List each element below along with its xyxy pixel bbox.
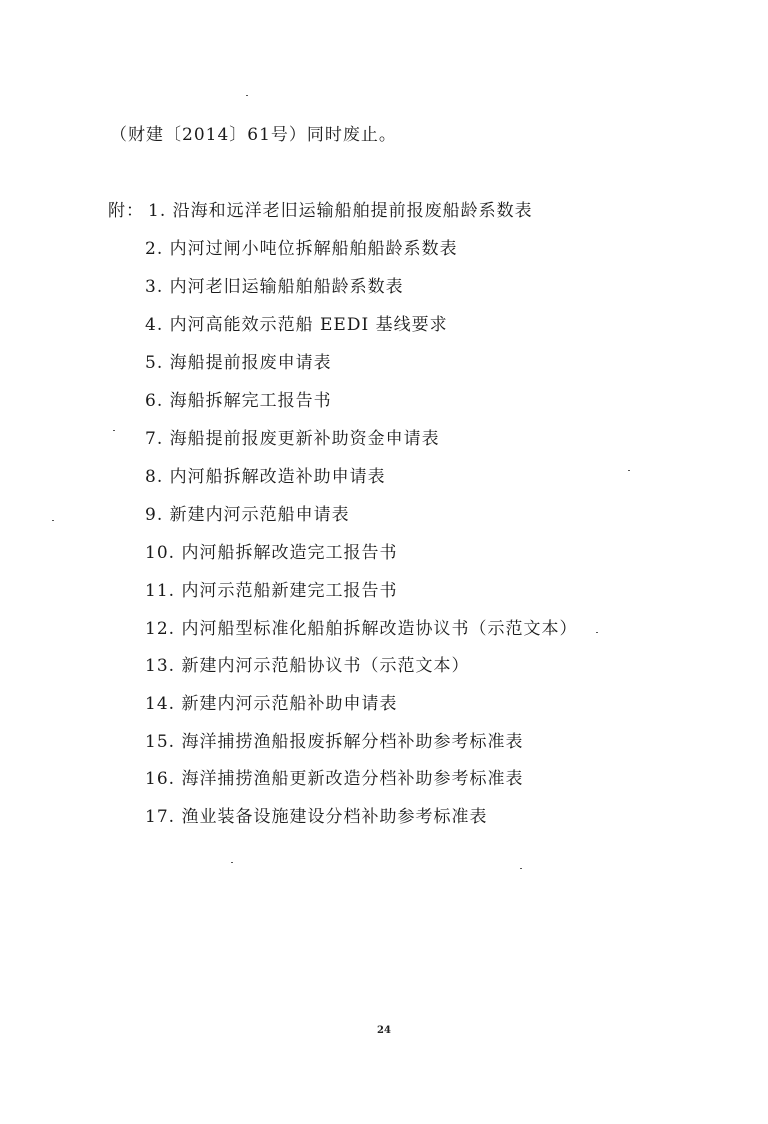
attachment-item: 9. 新建内河示范船申请表 xyxy=(145,505,350,525)
attachment-item: 5. 海船提前报废申请表 xyxy=(145,353,332,373)
attachment-item: 15. 海洋捕捞渔船报废拆解分档补助参考标准表 xyxy=(145,732,524,752)
scan-speck xyxy=(628,470,630,471)
attachment-item: 10. 内河船拆解改造完工报告书 xyxy=(145,543,398,563)
attachment-item: 14. 新建内河示范船补助申请表 xyxy=(145,694,398,714)
attachments-label: 附： xyxy=(108,201,144,221)
attachment-item: 11. 内河示范船新建完工报告书 xyxy=(145,581,398,601)
attachment-item: 16. 海洋捕捞渔船更新改造分档补助参考标准表 xyxy=(145,769,524,789)
page-number: 24 xyxy=(377,1025,391,1036)
scan-speck xyxy=(596,632,598,633)
attachment-item: 17. 渔业装备设施建设分档补助参考标准表 xyxy=(145,807,488,827)
attachment-item: 1. 沿海和远洋老旧运输船舶提前报废船龄系数表 xyxy=(148,201,533,221)
attachment-item: 7. 海船提前报废更新补助资金申请表 xyxy=(145,429,440,449)
attachment-item: 13. 新建内河示范船协议书（示范文本） xyxy=(145,656,470,676)
intro-line: （财建〔2014〕61号）同时废止。 xyxy=(110,125,397,145)
scan-speck xyxy=(113,430,115,431)
attachment-item: 2. 内河过闸小吨位拆解船舶船龄系数表 xyxy=(145,239,458,259)
scan-speck xyxy=(520,868,522,869)
attachment-item: 6. 海船拆解完工报告书 xyxy=(145,391,332,411)
scan-speck xyxy=(246,95,248,96)
attachment-item: 4. 内河高能效示范船 EEDI 基线要求 xyxy=(145,315,448,335)
attachment-item: 3. 内河老旧运输船舶船龄系数表 xyxy=(145,277,404,297)
attachments-first-line xyxy=(108,200,533,222)
scan-speck xyxy=(52,520,54,521)
attachment-item: 12. 内河船型标准化船舶拆解改造协议书（示范文本） xyxy=(145,619,578,639)
attachment-item: 8. 内河船拆解改造补助申请表 xyxy=(145,467,386,487)
scan-speck xyxy=(231,862,233,863)
